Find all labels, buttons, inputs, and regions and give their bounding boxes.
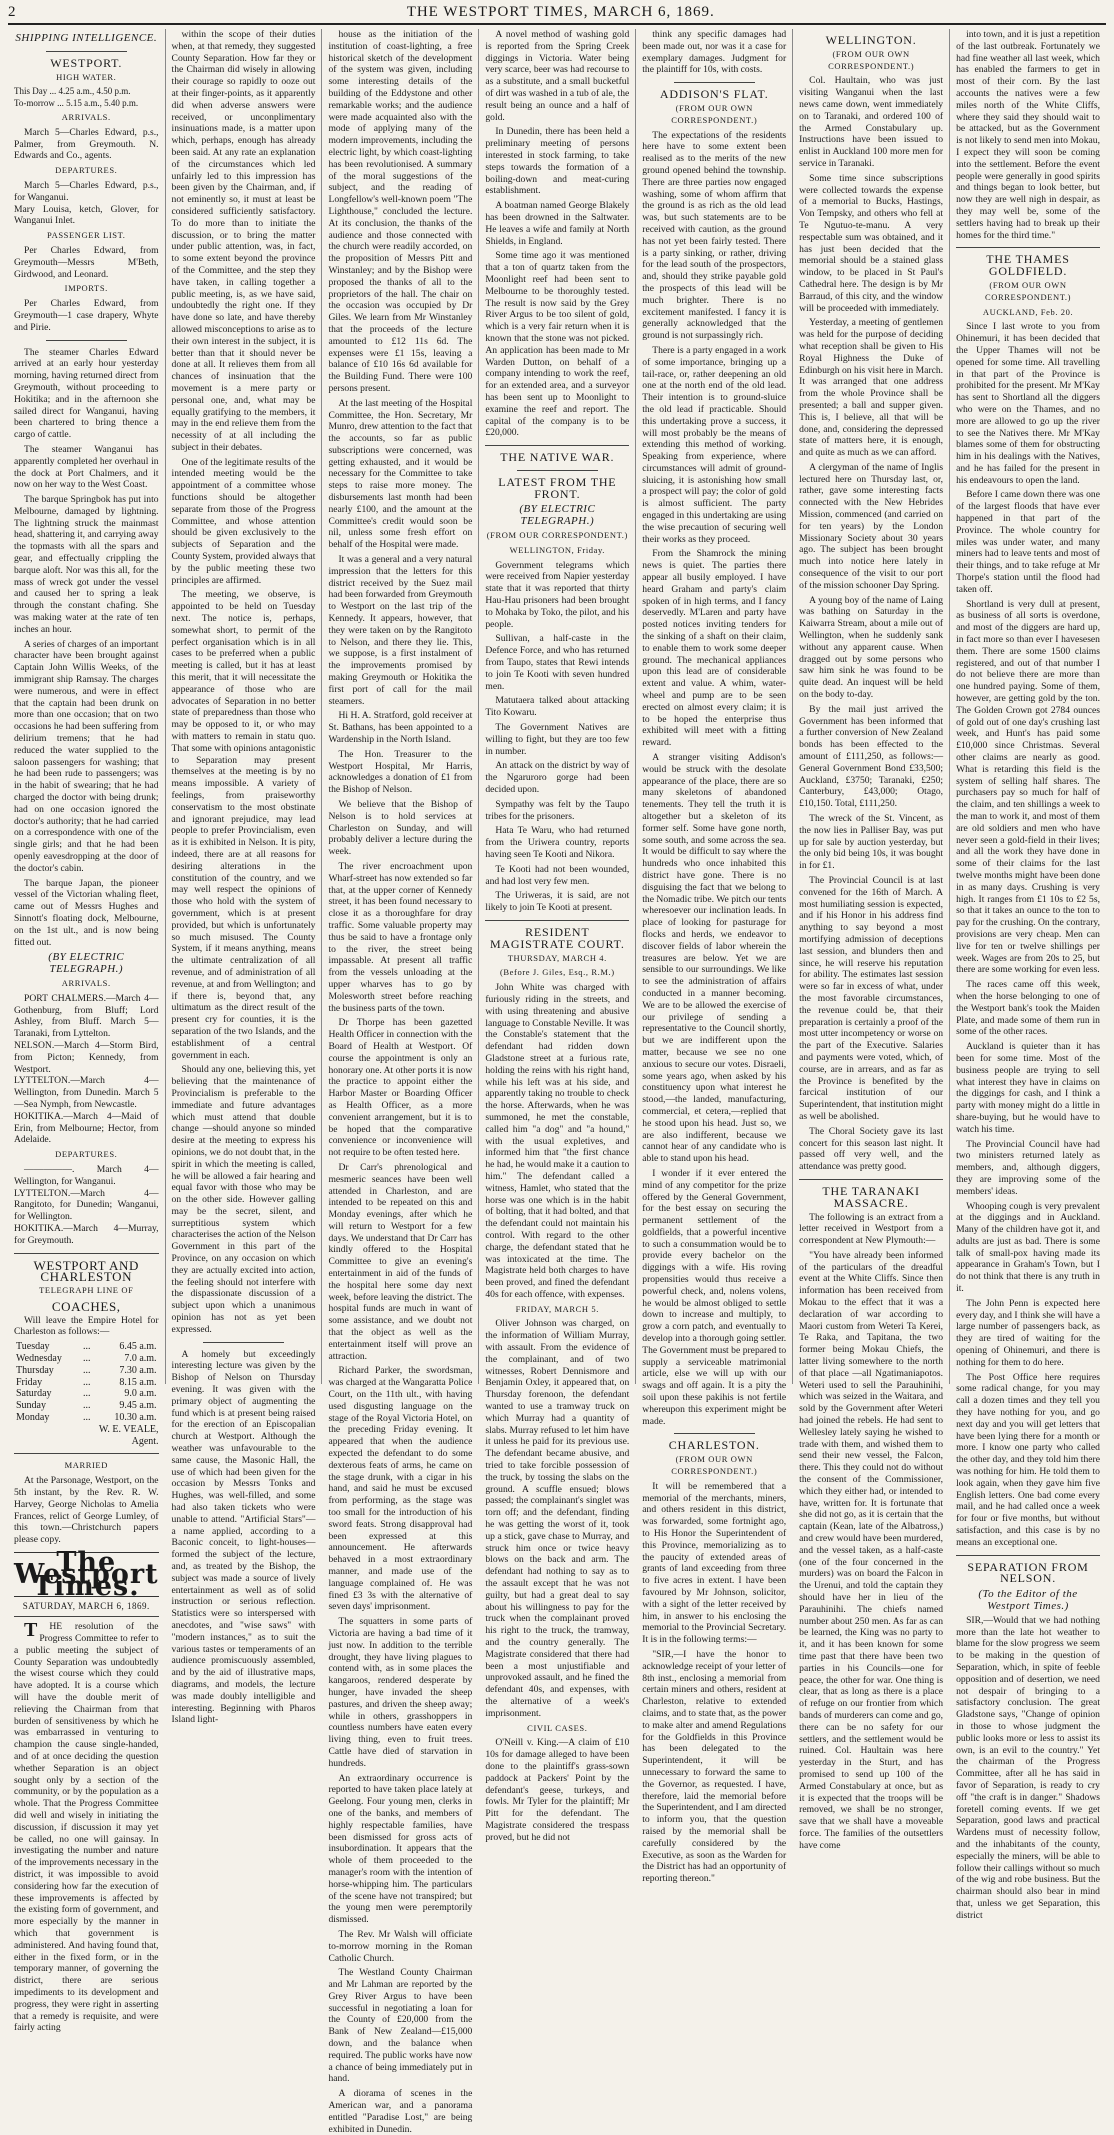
departures-heading: DEPARTURES. <box>55 165 118 176</box>
high-water-heading: HIGH WATER. <box>56 71 117 82</box>
masthead-title: THE WESTPORT TIMES, MARCH 6, 1869. <box>406 4 715 20</box>
news-paragraph: A homely but exceedingly interesting lecture was given by the Bishop of Nelson on Thursday evening. It was given with the primary object of augmenting the fund which is at present being raised for the erection of an Episcopalian church at Westport. Although the weather was unfavourable to the same cause, the Masonic Hall, the use of which had been given for the occasion by Messrs Tonks and Hughes, was well-filled, and some had also taken tickets who were unable to attend. "Artificial Stars"—a name applied, according to a Baconic conceit, to light-houses—formed the subject of the lecture, and, as treated by the Bishop, the subject was made a source of lively entertainment as well as of solid instruction or serious reflection. Statistics were so interspersed with anecdotes, and "wise saws" with "modern instances," as to suit the various tastes or temperaments of an audience promiscuously assembled, and by the aid of illustrative maps, diagrams, and models, the lecture was made doubly intelligible and interesting. Beginning with Pharos Island light- <box>171 1348 316 1726</box>
editorial-paragraph: The meeting, we observe, is appointed to be held on Tuesday next. The notice is, perhaps, somewhat short, to permit of the perfect organisation which is in all cases to be preferred when a public meeting is called, but it has at least this merit, that it will necessitate the appearance of those who are advocates of Separation in no better state of preparedness than those who may be opposed to it, or who may with matters to remain in statu quo. That some with opinions antagonistic to Separation may present themselves at the meeting is by no means impossible. A variety of feelings, from praiseworthy conservatism to the most obstinate and ignorant prejudice, may lead people to prefer Provincialism, even as it is exhibited in Nelson. It is pity, indeed, there are at all reasons for desiring alterations in the constitution of the country, and we may well respect the opinions of those who hold with the system of government, which is at present provided, but which is unfortunately so much misused. The County System, if it means anything, means the ultimate centralization of all revenue, and of administration of all revenue, at and from Wellington; and if there is, beyond that, any ultimatum as the direct result of the present cry for counties, it is the separation of the two Islands, and the establishment of a central government in each. <box>171 589 316 1061</box>
court-bench: (Before J. Giles, Esq., R.M.) <box>499 967 615 978</box>
news-paragraph: The squatters in some parts of Victoria are having a bad time of it just now. In addition to the terrible drought, they have living plagues to contend with, as in some places the kangaroos, rendered desperate by hunger, have invaded the sheep pastures, and driven the sheep away; while in others, grasshoppers in countless numbers have eaten every living thing, even to fruit trees. Cattle have died of starvation in hundreds. <box>328 1616 473 1769</box>
schedule-row: Thursday ... 7.30 a.m. <box>16 1364 157 1376</box>
coach-ad-intro: Will leave the Empire Hotel for Charleston as follows:— <box>14 1314 159 1338</box>
news-paragraph: "SIR,—I have the honor to acknowledge receipt of your letter of 8th inst., enclosing a memorial from certain miners and others, resident at Charleston, relative to extended claims, and to state that, as the power to make alter and amend Regulations for the Goldfields in this Province has been delegated to the Superintendent, it will be unnecessary to forward the same to the Governor, as requested. I have, therefore, laid the memorial before the Superintendent, and I am directed to inform you, that the question raised by the memorial shall be carefully considered by the Executive, as soon as the Warden for the District has had an opportunity of reporting thereon." <box>642 1648 787 1885</box>
news-paragraph: Richard Parker, the swordsman, was charged at the Wangaratta Police Court, on the 11th ult., with having used disgusting language on the stage of the Royal Victoria Hotel, on the preceding Friday evening. It appeared that when the audience expected the defendant to do some dexterous feats of arms, he came on the stage drunk, with a cigar in his hand, and said he must be excused from performing, as the stage was too small for the introduction of his sword feats. Strong disapproval had been expressed at this announcement. He afterwards behaved in a most extraordinary manner, and made use of the language complained of. He was fined £3 3s with the alternative of seven days' imprisonment. <box>328 1365 473 1613</box>
dateline: WELLINGTON, Friday. <box>509 544 606 555</box>
news-paragraph: Hi H. A. Stratford, gold receiver at St. Bathans, has been appointed to a Wardenship in the North Island. <box>328 710 473 746</box>
news-paragraph: Some time ago it was mentioned that a ton of quartz taken from the Moonlight reef had been sent to Melbourne to be thoroughly tested. The result is now said by the Grey River Argus to be too silent of gold, which is a very fair return when it is known that the stone was not picked. An application has been made to Mr Warden Dutton, on behalf of a company intending to work the reef, for an extended area, and a surveyor has been sent up to Moonlight to examine the reef and report. The capital of the company is to be £20,000. <box>485 250 630 439</box>
news-paragraph: The expectations of the residents here have to some extent been realised as to the merits of the new ground opened behind the township. There are three parties now engaged washing, some of whom affirm that the ground is as rich as the old lead was, but such statements are to be received with caution, as the ground has not yet been fairly tested. There is a party sinking, or rather, driving for the lead south of the prospectors, and, should they strike payable gold the prospects of this lead will be much brighter. There is no excitement manifested. I fancy it is generally acknowledged that the ground is not surpassingly rich. <box>642 129 787 342</box>
news-paragraph: "You have already been informed of the particulars of the dreadful event at the White Cliffs. Since then information has been received from Mokau to the effect that it was a declaration of war according to Maori custom from Weteri Ta Kerei, Te Raka, and Tapitana, the two former being Mokau Chiefs, the latter living somewhere to the north of that place —all Ngatimaniapotos. Weteri used to sell the Parauhinihi, which was seized in the Waitara, and sold by the Government after Weteri had joined the rebels. He had sent to Wellesley lately saying he wished to trade with them, and wished them to send their new vessel, the Falcon, there. This they could not do without the consent of the Commissioner, which they either had, or intended to have, written for. It is fortunate that she did not go, as it is certain that the captain (Kean, late of the Albatross,) and crew would have been murdered, and the vessel taken, as a half-caste (one of the four concerned in the murders) was on board the Falcon in the Urenui, and told the captain they should have her in lieu of the Parauhinihi. The chiefs named number about 250 men. As far as can be learned, the King was no party to it, and it has been known for some time past that there have been two parties in his Councils—one for peace, the other for war. One thing is clear, that as long as there is a place of refuge on our frontier from which bands of murderers can come and go, there can be no safety for our settlers, and the settlement would be ruined. Col. Haultain was here yesterday in the Sturt, and has promised to send up 100 of the Armed Constabulary at once, but as it is expected that the troops will be removed, we shall be no stronger, save that we shall have a moveable force. The families of the outsettlers have come <box>799 1249 944 1851</box>
arrivals-text: March 5—Charles Edward, p.s., Palmer, from Greymouth. N. Edwards and Co., agents. <box>14 126 159 162</box>
news-paragraph: A novel method of washing gold is reported from the Spring Creek diggings in Victoria. Water being very scarce, beer was had recourse to as a substitute, and a small bucketful of dirt was washed in a tub of ale, the result being an ounce and a half of gold. <box>485 29 630 123</box>
news-paragraph: house as the initiation of the institution of coast-lighting, a free historical sketch of the development of the system was given, including some interesting details of the building of the Eddystone and other remarkable works; and the audience were made acquainted also with the mode of applying many of the modern improvements, including the electric light, by which coast-lighting has been revolutionised. A summary of the moral suggestions of the subject, and the reading of Longfellow's well-known poem "The Lighthouse," concluded the lecture. At its conclusion, the thanks of the audience and those connected with the church were readily accorded, on the proposition of Messrs Pitt and Winstanley; and by the Bishop were proposed the thanks of all to the proprietors of the hall. The chair on the occasion was occupied by Dr Giles. We learn from Mr Winstanley that the proceeds of the lecture amounted to £12 11s 6d. The expenses were £1 15s, leaving a balance of £10 16s 6d available for the Building Fund. There were 100 persons present. <box>328 29 473 394</box>
editorial-paragraph: Should any one, believing this, yet believing that the maintenance of Provincialism is preferable to the immediate and future advantages which must attend that double change —should anyone so minded desire at the meeting to express his opinions, we do not doubt that, in the spirit in which the meeting is called, he will be allowed a fair hearing and equal favor with those who may be on the other side. However galling may be the secret, silent, and surreptitious system which characterises the action of the Nelson Government in this part of the Province, on any occasion on which they are actually excited into action, the feeling should not interfere with the dispassionate discussion of a subject upon which a unanimous opinion has not as yet been expressed. <box>171 1064 316 1335</box>
imports-text: Per Charles Edward, from Greymouth—1 case drapery, Whyte and Pirie. <box>14 298 159 333</box>
coach-schedule <box>14 1341 159 1424</box>
news-paragraph: The Rev. Mr Walsh will officiate to-morrow morning in the Roman Catholic Church. <box>328 1928 473 1964</box>
latest-front-heading: LATEST FROM THE FRONT. <box>498 474 617 501</box>
news-paragraph: Shortland is very dull at present, as business of all sorts is overdone, and most of the diggers are hard up, in fact more so than ever I havesesen them. There are some 1500 claims registered, and out of that number I do not believe there are more than one hundred paying. Some of them, however, are getting gold by the ton. The Golden Crown got 2784 ounces of gold out of one day's crushing last week, and Hunt's has paid some £10,000 since Christmas. Several other claims are nearly as good. What is retarding this field is the system of selling half shares. The purchasers pay so much for half of the claim, and ten shillings a week to the man to work it, and most of them are old soldiers and men who have never seen a gold-field in their lives; and all the work they have done in some of their claims for the last twelve months might have been done in as many days. Crushing is very high. It ranges from £1 10s to £2 5s, so that it takes an ounce to the ton to pay for the crushing. On the contrary, provisions are very cheap. Men can live for ten or twelve shillings per week. Wages are from 20s to 25, but there are some working for even less. <box>956 598 1100 976</box>
court-paragraph: Oliver Johnson was charged, on the information of William Murray, with assault. From the evidence of the complainant, and of two witnesses, Robert Dennismore and Benjamin Oxley, it appeared that, on Thursday forenoon, the defendant wanted to use a tramway truck on which Murray had a quantity of slabs. Murray refused to let him have it unless he paid for its previous use. The defendant became abusive, and tried to take forcible possession of the truck, by tossing the slabs on the ground. A scuffle ensued; blows passed; the complainant's singlet was torn off; and the defendant, finding he was getting the worst of it, took up a stick, gave chase to Murray, and struck him once or twice heavy blows on the back and arm. The defendant had nothing to say as to the assault except that he was not guilty, but had a great deal to say about his willingness to pay for the truck when the complainant proved his right to the truck, the tramway, and the country generally. The Magistrate considered that there had been a most unjustifiable and unprovoked assault, and he fined the defendant 40s, and expenses, with the alternative of a week's imprisonment. <box>485 1318 630 1719</box>
court-paragraph: John White was charged with furiously riding in the streets, and with using threatening and abusive language to Constable Neville. It was the Constable's statement that the defendant had ridden down Gladstone street at a furious rate, holding the reins with his right hand, while his left was at his side, and apparently taking no trouble to check the horse. Afterwards, when he was summoned, he met the constable, called him "a dog" and "a hound," with the usual expletives, and informed him that "the first chance he had, he would make it a caution to him." The defendant called a witness, Hamlet, who stated that the horse was one which is in the habit of bolting, that it had bolted, and that the defendant could not maintain his control. With regard to the other charge, the defendant stated that he was intoxicated at the time. The Magistrate held both charges to have been proved, and fined the defendant 40s for each offence, with expenses. <box>485 982 630 1300</box>
news-paragraph: The river encroachment upon Wharf-street has now extended so far that, at the upper corner of Kennedy street, it has been found necessary to close it as a thoroughfare for dray traffic. Some valuable property may thus be said to have a frontage only to the river, the street being impassable. At present all traffic from the vessels unloading at the upper wharves has to go by Molesworth street before reaching the business parts of the town. <box>328 860 473 1014</box>
wellington-heading: WELLINGTON. <box>825 33 917 47</box>
court-heading: RESIDENT MAGISTRATE COURT. <box>489 924 625 951</box>
news-paragraph: A stranger visiting Addison's would be struck with the desolate appearance of the place, there are so many skeletons of abandoned tenements. They tell the truth it is altogether but a skeleton of its former self. Some have gone north, some south, and some across the sea. It would be difficult to say where the hundreds who once inhabited this district have gone. There is no disguising the fact that we belong to the Nomadic tribe. We pitch our tents wheresoever our inclination leads. In place of looking for pasturage for flocks and herds, we endeavor to discover fields of labor wherein the treasures are below. Yet we are sensible to our surroundings. We like to see the administration of affairs conducted in a manner becoming. We are to be allowed the exercise of our privilege of sending a representative to the Council shortly, but we are indifferent upon the matter, because we see no one anxious to secure our votes. Disraeli, some years ago, when asked by his constituency upon what interest he stood,—the landed, manufacturing, commercial, et cetera,—replied that he stood upon his head. Just so, we are also indifferent, because we cannot hear of any candidate who is able to stand upon his head. <box>642 752 787 1165</box>
news-paragraph: Before I came down there was one of the largest floods that have ever happened in that part of the Province. The whole country for miles was under water, and many miners had to leave tents and most of their things, and to take refuge at Mr Thorpe's station until the flood had taken off. <box>956 489 1100 595</box>
news-paragraph: We believe that the Bishop of Nelson is to hold services at Charleston on Sunday, and will probably deliver a lecture during the week. <box>328 799 473 858</box>
departures-text: March 5—Charles Edward, p.s., for Wanganui. Mary Louisa, ketch, Glover, for Wanganui Inlet. <box>14 179 159 227</box>
letter-paragraph: SIR,—Would that we had nothing more than the late hot weather to blame for the slow progress we seem to be making in the question of Separation, which, in spite of feeble opposition and of desertion, we need not despair of bringing to a satisfactory conclusion. The great Gladstone says, "Change of opinion in those to whose judgment the public looks more or less to assist its own, is an evil to the country." Yet the chairman of the Progress Committee, after all he has said in favor of Separation, is ready to cry off "the craft is in danger." Shadows foretell coming events. If we get Separation, good laws and practical Wardens must of necessity follow, and the inhabitants of the county, especially the miners, will be able to follow their callings without so much of the wig and robe business. But the chairman should also bear in mind that, unless we get Separation, this district <box>956 1614 1100 1921</box>
port-heading: WESTPORT. <box>50 55 123 70</box>
high-water-lines: This Day ... 4.25 a.m., 4.50 p.m. To-morrow ... 5.15 a.m., 5.40 p.m. <box>14 86 139 109</box>
shipping-news: The barque Springbok has put into Melbourne, damaged by lightning. The lightning struck the mainmast head, shattering it, and carrying away the topmasts with all the spars and gear, and effectually crippling the barque aloft. Nor was this all, for the mass of wreck got under the vessel and caused her to spring a leak through the constant chafing. She was making water at the rate of ten inches an hour. <box>14 494 159 635</box>
column-3 <box>322 29 479 2135</box>
imports-heading: IMPORTS. <box>64 283 108 294</box>
news-paragraph: into town, and it is just a repetition of the last outbreak. Fortunately we had fine weather all last week, which has enabled the farmers to get in most of their corn. By the last accounts the natives were a few miles north of the White Cliffs, where they said they should wait to be attacked, but as the Government is not likely to send men into Mokau, I expect they will soon be coming into the settlement. Before the event people were generally in good spirits and things began to look better, but now they are well nigh in despair, as they may well be, some of the settlers having had to break up their homes for the third time." <box>956 29 1100 241</box>
news-paragraph: The Hon. Treasurer to the Westport Hospital, Mr Harris, acknowledges a donation of £1 from the Bishop of Nelson. <box>328 748 473 796</box>
coach-ad-subtitle-2: COACHES, <box>51 1298 121 1314</box>
columns <box>8 29 1106 2135</box>
news-paragraph: A clergyman of the name of Inglis lectured here on Thursday last, or, rather, gave some interesting facts connected with the New Hebrides Mission, commenced (and carried on for ten years) by the London Missionary Society about 30 years ago. The subject has been brought much into notice here lately in consequence of the visit to our port of the mission schooner Day Spring. <box>799 461 944 591</box>
news-paragraph: The Provincial Council is at last convened for the 16th of March. A most humiliating session is expected, and if his Honor in his address find anything to say beyond a most mortifying admission of deceptions last session, and blunders then and since, he will reserve his reputation for ability. The estimates last session were so far in excess of what, under the most favorable circumstances, the revenue could be, that their preparation is certainly a proof of the most utter incompetency or worse on the part of the Executive. Salaries and payments were voted, which, of course, are in arrears, and as far as the Province is benefited by the farcical institution of our Superintendent, that institution might as well be abolished. <box>799 874 944 1122</box>
news-paragraph: Te Kooti had not been wounded, and had lost very few men. <box>485 863 630 887</box>
news-paragraph: The Westland County Chairman and Mr Lahman are reported by the Grey River Argus to have been successful in negotiating a loan for the County of £20,000 from the Bank of New Zealand—£15,000 down, and the balance when required. The public works have now a chance of being immediately put in hand. <box>328 1967 473 2085</box>
news-paragraph: The races came off this week, when the horse belonging to one of the Westport bank's took the Maiden Plate, and made some of them run in some of the other races. <box>956 979 1100 1038</box>
native-war-heading: THE NATIVE WAR. <box>500 450 615 465</box>
news-paragraph: Dr Thorpe has been gazetted Health Officer in connection with the Board of Health at Westport. Of course the appointment is only an honorary one. At other ports it is now the practice to appoint either the Harbor Master or Boarding Officer as Health Officer, as a more convenient arrangement, but it is to be hoped that the comparative convenience or inconvenience will not require to be often tested here. <box>328 1017 473 1159</box>
coach-ad-role: Agent. <box>131 1435 159 1447</box>
news-paragraph: Government telegrams which were received from Napier yesterday state that it was reported that thirty Hau-Hau prisoners had been brought to Mohaka by Toko, the pilot, and his people. <box>485 559 630 630</box>
news-paragraph: A diorama of scenes in the American war, and a panorama entitled "Paradise Lost," are being exhibited in Dunedin. <box>328 2088 473 2135</box>
shipping-news: The steamer Wanganui has apparently completed her overhaul in the dock at Port Chalmers, and it now on her way to the West Coast. <box>14 443 159 491</box>
schedule-row: Wednesday ... 7.0 a.m. <box>16 1353 157 1365</box>
editorial-dateline: SATURDAY, MARCH 6, 1869. <box>14 1601 159 1617</box>
column-6 <box>793 29 950 1851</box>
shipping-news: The steamer Charles Edward arrived at an early hour yesterday morning, having returned direct from Greymouth, without proceeding to Hokitika; and in the afternoon she sailed direct for Wanganui, having been chartered to bring thence a cargo of cattle. <box>14 346 159 441</box>
addison-heading: ADDISON'S FLAT. <box>659 87 769 102</box>
news-paragraph: It was a general and a very natural impression that the letters for this district received by the Suez mail had been forwarded from Greymouth to Westport on the last trip of the Kennedy. It appears, however, that they were taken on by the Rangitoto to Nelson, and there they lie. This, we suppose, is a first instalment of the improvements promised by making Greymouth or Hokitika the first port of call for the mail steamers. <box>328 554 473 707</box>
married-text: At the Parsonage, Westport, on the 5th instant, by the Rev. R. W. Harvey, George Nicholas to Amelia Frances, relict of George Lumley, of this town.—Christchurch papers please copy. <box>14 1475 159 1546</box>
married-heading: MARRIED <box>64 1460 108 1471</box>
news-paragraph: Sympathy was felt by the Taupo tribes for the prisoners. <box>485 798 630 822</box>
column-2 <box>166 29 323 1726</box>
civil-cases-heading: CIVIL CASES. <box>527 1722 588 1733</box>
correspondent-line: (FROM OUR OWN CORRESPONDENT.) <box>671 1454 758 1477</box>
correspondent-line: (FROM OUR OWN CORRESPONDENT.) <box>828 48 915 71</box>
news-paragraph: A boatman named George Blakely has been drowned in the Saltwater. He leaves a wife and family at North Shields, in England. <box>485 200 630 247</box>
charleston-heading: CHARLESTON. <box>668 1438 760 1453</box>
news-paragraph: The Provincial Council have had two ministers returned lately as members, and, although diggers, they are improving some of the members' ideas. <box>956 1138 1100 1197</box>
telegraph-subheading: (BY ELECTRIC TELEGRAPH.) <box>519 503 596 528</box>
passenger-text: Per Charles Edward, from Greymouth—Messrs M'Beth, Girdwood, and Leonard. <box>14 244 159 280</box>
telegraph-heading: (BY ELECTRIC TELEGRAPH.) <box>48 951 125 976</box>
newspaper-nameplate: The Westport Times. <box>14 1547 159 1602</box>
correspondent-line: (FROM OUR OWN CORRESPONDENT.) <box>671 102 758 125</box>
telegraph-arrivals-heading: ARRIVALS. <box>61 977 111 988</box>
editor-line: (To the Editor of the Westport Times.) <box>978 1588 1078 1612</box>
editorial-paragraph: within the scope of their duties when, at that remedy, they suggested County Separation. How far they or the Chairman did wisely in allowing their courage so rapidly to ooze out at their finger-points, as it apparently did when adverse answers were received, or unconplimentary insinuations made, is a matter upon which, perhaps, enough has already been said. At any rate an explanation of the circumstances which led unfairly led to this impression has been given by the Chairman, and, if not eminently so, it must at least be considered sufficiently satisfactory. To do more than to initiate the discussion, or to bring the matter under public attention, was, in fact, to some extent beyond the province of the Committee, and the step they have taken, in calling together a public meeting, is, as we have said, undoubtedly the right one. If they have done so late, and have thereby allowed misconceptions to arise as to their own interest in the subject, it is better than that it should never be done at all. It relieves them from all chances of insinuation that the movement is a mere party or personal one, and, what may be equally gratifying to the members, it may in the end relieve them from the necessity of at all including the subject in their debates. <box>171 29 316 453</box>
news-paragraph: Whooping cough is very prevalent at the diggings and in Auckland. Many of the children have got it, and adults are just as bad. There is some talk of small-pox having made its appearance in Graham's Town, but I do not think that there is any truth in it. <box>956 1200 1100 1295</box>
goldfield-heading: THE THAMES GOLDFIELD. <box>986 252 1070 279</box>
dateline: AUCKLAND, Feb. 20. <box>982 306 1074 317</box>
news-paragraph: The following is an extract from a letter received in Westport from a correspondent at New Plymouth:— <box>799 1211 944 1247</box>
news-paragraph: Dr Carr's phrenological and mesmeric seances have been well attended in Charleston, and are intended to be repeated on this and Monday evenings, after which he will return to Westport for a few days. We understand that Dr Carr has kindly offered to the Hospital Committee to give an evening's entertainment in aid of the funds of the hospital here some day next week, before leaving the district. The hospital funds are much in want of some assistance, and we doubt not that the object as well as the entertainment itself will prove an attraction. <box>328 1161 473 1362</box>
news-paragraph: Sullivan, a half-caste in the Defence Force, and who has returned from Taupo, states that Rewi intends to join Te Kooti with seven hundred men. <box>485 633 630 692</box>
news-paragraph: I wonder if it ever entered the mind of any competitor for the prize offered by the General Government, for the best essay on securing the permanent settlement of the goldfields, that a powerful incentive to such a consummation would be to provide every bachelor on the diggings with a wife. His roving propensities would thus receive a powerful check, and, nolens volens, he would be almost obliged to settle down to increase and multiply, to grow a corn patch, and eventually to develop into a thorough going settler. The Government must be prepared to supply a serviceable matrimonial article, else we will up with our swags and off again. It is a pity the soil upon these pakihis is not fertile whereupon this experiment might be made. <box>642 1167 787 1427</box>
news-paragraph: The Choral Society gave its last concert for this season last night. It passed off very well, and the attendance was pretty good. <box>799 1125 944 1173</box>
column-7 <box>950 29 1106 1921</box>
news-paragraph: It will be remembered that a memorial of the merchants, miners, and others resident in this district, was forwarded, some fortnight ago, to His Honor the Superintendent of this Province, memorializing as to the paucity of extended areas of grants of land exceeding from three to five acres in extent. I have been favoured by Mr Johnson, solicitor, with a sight of the letter received by him, in answer to his enclosing the memorial to the Provincial Secretary. It is in the following terms:— <box>642 1480 787 1646</box>
news-paragraph: The Uriweras, it is said, are not likely to join Te Kooti at present. <box>485 890 630 914</box>
masthead <box>8 4 1106 25</box>
court-paragraph: think any specific damages had been made out, nor was it a case for exemplary damages. Judgment for the plaintiff for 10s, with costs. <box>642 29 787 76</box>
news-paragraph: Matutaera talked about attacking Tito Kowaru. <box>485 695 630 719</box>
schedule-row: Friday ... 8.15 a.m. <box>16 1376 157 1388</box>
editorial-paragraph: One of the legitimate results of the intended meeting would be the appointment of a committee whose functions should be altogether separate from those of the Progress Committee, and whose attention should be given exclusively to the subjects of Separation and the County System, provided always that by the public meeting these two principles are affirmed. <box>171 456 316 586</box>
shipping-news: A series of charges of an important character have been brought against Captain John Willis Weeks, of the immigrant ship Ramsay. The charges were numerous, and were in effect that the captain had been drunk on more than one occasion; that on two occasions he had been suffering from delirium tremens; that he had reduced the water supplied to the saloon passengers for washing; that he had been rude to passengers; was in the habit of swearing; that he had charged the doctor with being drunk; had on one occasion ignored the doctor's authority; that he had carried on a correspondence with one of the single girls; and that he had been openly eavesdropping at the door of the doctor's cabin. <box>14 638 159 874</box>
editorial-lead <box>14 1621 159 2034</box>
passenger-heading: PASSENGER LIST. <box>47 230 126 241</box>
correspondent-line: (FROM OUR CORRESPONDENT.) <box>486 530 628 541</box>
court-paragraph: O'Neill v. King.—A claim of £10 10s for damage alleged to have been done to the plaintiff's grass-sown paddock at Packers' Point by the defendant's geese, turkeys, and fowls. Mr Tyler for the plaintiff; Mr Pitt for the defendant. The Magistrate considered the trespass proved, but he did not <box>485 1737 630 1843</box>
separation-heading: SEPARATION FROM NELSON. <box>967 1559 1089 1586</box>
correspondent-line: (FROM OUR OWN CORRESPONDENT.) <box>985 279 1072 302</box>
coach-ad-title: WESTPORT AND CHARLESTON <box>33 1257 140 1285</box>
schedule-row: Monday ... 10.30 a.m. <box>16 1412 157 1424</box>
news-paragraph: The Post Office here requires some radical change, for you may call a dozen times and they tell you they have nothing for you, and go next day and you will get letters that have been lying there for a month or more. I know one party who called the other day, and they told him there was nothing for him. He told them to look again, when they gave him five English letters. One bad come every mail, and he had called once a week for four or five months, but without satisfaction, and this case is by no means an exceptional one. <box>956 1371 1100 1548</box>
court-date: THURSDAY, MARCH 4. <box>507 952 607 963</box>
news-paragraph: The John Penn is expected here every day, and I think she will have a large number of passengers back, as they are tired of waiting for the opening of Ohinemuri, and there is nothing for them to do here. <box>956 1297 1100 1368</box>
news-paragraph: The Government Natives are willing to fight, but they are too few in number. <box>485 722 630 757</box>
news-paragraph: An extraordinary occurrence is reported to have taken place lately at Geelong. Four young men, clerks in one of the banks, and members of highly respectable families, have been dismissed for gross acts of insubordination. It appears that the whole of them proceeded to the manager's room with the intention of horse-whipping him. The particulars of the scene have not transpired; but the young men were peremptorily dismissed. <box>328 1772 473 1926</box>
news-paragraph: Auckland is quieter than it has been for some time. Most of the business people are trying to sell what interest they have in claims on the diggings for cash, and I think a party with money might do a little in share-buying, but he would have to watch his time. <box>956 1041 1100 1135</box>
court-date: FRIDAY, MARCH 5. <box>515 1303 599 1314</box>
schedule-row: Sunday ... 9.45 a.m. <box>16 1400 157 1412</box>
editorial-paragraph: THE resolution of the Progress Committee to refer to a public meeting the subject of County Separation was undoubtedly the wisest course which they could have adopted. It is a course which will have the double merit of relieving the Chairman from that burden of sensitiveness by which he was embarrassed in venturing to champion the cause single-handed, and of at once deciding the question whether Separation is an object sought only by a section of the community, or by the population as a whole. That the Progress Committee did well and wisely in initiating the discussion, if discussion it may yet be called, no one will gainsay. In investigating the number and nature of the improvements necessary in the district, it was impossible to avoid considering how far the execution of these improvements is affected by the existing form of government, and more especially by the manner in which that government is administered. And having found that, either in the fixed form, or in the temporary manner, of governing the district, there are serious impediments to its development and progress, they were right in asserting that a remedy is requisite, and were fairly acting <box>14 1619 159 2034</box>
news-paragraph: Yesterday, a meeting of gentlemen was held for the purpose of deciding what reception shall be given to His Royal Highness the Duke of Edinburgh on his visit here in March. It was arranged that one address from the whole Province shall be presented; a ball and supper given. This is, I believe, all that will be done, and, considering the depressed state of matters here, it is enough, and quite as much as we can afford. <box>799 317 944 459</box>
column-5 <box>636 29 793 1885</box>
news-paragraph: Col. Haultain, who was just visiting Wanganui when the last news came down, went immediately on to Taranaki, and ordered 100 of the Armed Constabulary up. Instructions have been issued to enlist in Auckland 100 more men for service in Taranaki. <box>799 75 944 169</box>
telegraph-departures-heading: DEPARTURES. <box>55 1149 118 1160</box>
schedule-row: Saturday ... 9.0 a.m. <box>16 1388 157 1400</box>
news-paragraph: The wreck of the St. Vincent, as the now lies in Palliser Bay, was put up for sale by auction yesterday, but the only bid being 10s, it was bought in for £1. <box>799 813 944 872</box>
news-paragraph: A young boy of the name of Laing was bathing on Saturday in the Kaiwarra Stream, about a mile out of Wellington, when he suddenly sank without any apparent cause. When dragged out by some persons who saw him sink he was found to be quite dead. An inquest will be held on the body to-day. <box>799 594 944 701</box>
news-paragraph: In Dunedin, there has been held a preliminary meeting of persons interested in stock farming, to take steps towards the formation of a boiling-down and meat-curing establishment. <box>485 126 630 197</box>
telegraph-arrivals: PORT CHALMERS.—March 4—Gothenburg, from Bluff; Lord Ashley, from Bluff. March 5—Taranaki, from Lyttelton. NELSON.—March 4—Storm Bird, from Picton; Kennedy, from Westport. LYTTELTON.—March 4—Wellington, from Dunedin. March 5—Sea Nymph, from Newcastle. HOKITIKA.—March 4—Maid of Erin, from Melbourne; Hector, from Adelaide. <box>14 992 159 1146</box>
news-paragraph: Some time since subscriptions were collected towards the expense of a memorial to Bucks, Hastings, Von Tempsky, and others who fell at Te Ngutuo-te-manu. A very respectable sum was obtained, and it has just been decided that the memorial should be a stained glass window, to be placed in St Paul's Cathedral here. The design is by Mr Barraud, of this city, and the window will be proceeded with immediately. <box>799 172 944 314</box>
coach-ad-subtitle: TELEGRAPH LINE OF <box>39 1285 134 1296</box>
column-4 <box>479 29 636 1843</box>
news-paragraph: From the Shamrock the mining news is quiet. The parties there appear all busily employed. I have heard Graham and party's claim spoken of in high terms, and I fancy deservedly. M'Laren and party have posted notices inviting tenders for the sinking of a shaft on their claim, to enable them to work some deeper ground. The mechanical appliances upon this lead are of considerable extent and value. A whim, water-wheel and pump are to be seen erected on almost every claim; it is to be hoped the enterprise thus exhibited will meet with a fitting reward. <box>642 548 787 749</box>
news-paragraph: An attack on the district by way of the Ngaruroro gorge had been decided upon. <box>485 760 630 796</box>
taranaki-heading: THE TARANAKI MASSACRE. <box>822 1183 920 1210</box>
news-paragraph: Hata Te Waru, who had returned from the Uriwera country, reports having seen Te Kooti and Nikora. <box>485 825 630 860</box>
coach-ad-sign: W. E. VEALE, <box>98 1423 159 1435</box>
news-paragraph: At the last meeting of the Hospital Committee, the Hon. Secretary, Mr Munro, drew attention to the fact that the accounts, so far as public subscriptions were concerned, was getting exhausted, and it would be necessary for the Committee to take steps to raise more money. The disbursements last month had been nearly £100, and the amount at the Committee's credit would soon be nil, unless some fresh effort on behalf of the Hospital were made. <box>328 397 473 551</box>
telegraph-departures: —————. March 4—Wellington, for Wanganui. LYTTELTON.—March 4—Rangitoto, for Dunedin; Wanganui, for Wellington. HOKITIKA.—March 4—Murray, for Greymouth. <box>14 1163 159 1246</box>
news-paragraph: By the mail just arrived the Government has been informed that a further conversion of New Zealand bonds has been effected to the amount of £111,250, as follows:—General Government Bond £33,500; Auckland, £3750; Taranaki, £250; Canterbury, £43,000; Otago, £10,150. Total, £111,250. <box>799 703 944 810</box>
news-paragraph: There is a party engaged in a work of some importance, bringing up a tail-race, or, rather deepening an old one at the north end of the old lead. Their intention is to ground-sluice the old lead if practicable. Should this undertaking prove a success, it will most probably be the means of extending this method of working. Speaking from experience, where circumstances will admit of ground-sluicing, it is astonishing how small a prospect will pay; the color of gold is almost sufficient. The party engaged in this undertaking are using the wise precaution of securing well their works as they proceed. <box>642 344 787 545</box>
news-paragraph: Since I last wrote to you from Ohinemuri, it has been decided that the Upper Thames will not be opened for some time. All travelling in that part of the Province is prohibited for the present. Mr M'Kay has sent to Shortland all the diggers who were on the Thames, and no more are allowed to go up the river to see the Natives there. Mr M'Kay blames some of them for obstructing him in his dealings with the Natives, and he has failed for the present in his endeavours to open the land. <box>956 321 1100 486</box>
schedule-row: Tuesday ... 6.45 a.m. <box>16 1341 157 1353</box>
column-1 <box>8 29 166 2034</box>
shipping-news: The barque Japan, the pioneer vessel of the Victorian whaling fleet, came out of Messrs Hughes and Sinnott's floating dock, Melbourne, on the 1st ult., and is now being fitted out. <box>14 877 159 948</box>
page-number: 2 <box>8 4 16 20</box>
shipping-heading: SHIPPING INTELLIGENCE. <box>15 32 158 44</box>
arrivals-heading: ARRIVALS. <box>61 111 111 122</box>
